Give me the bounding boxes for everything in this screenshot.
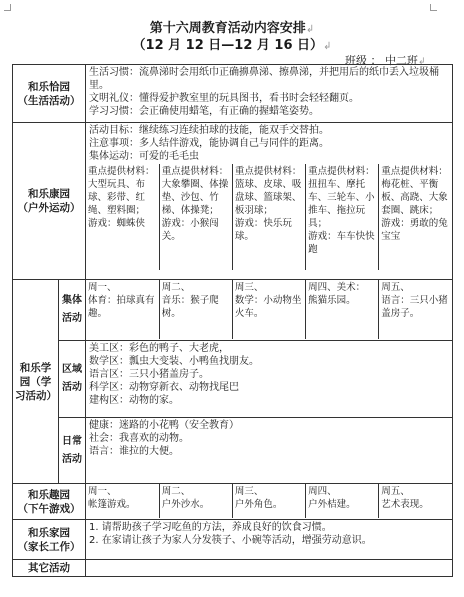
class-label: 班级 ： 中二班↲ — [345, 54, 426, 67]
area-content — [86, 341, 453, 418]
afternoon-day: 周一、 帐篷游戏。 — [86, 484, 159, 518]
collective-day: 周一、 体育：拍球真有趣。 — [86, 280, 159, 339]
hekang-line: 注意事项：多人结伴游戏，能协调自己与同伴的距离。 — [89, 138, 329, 149]
hejia-line: 2. 在家请让孩子为家人分发筷子、小碗等活动，增强劳动意识。 — [89, 535, 372, 546]
section-hejia-content — [86, 520, 453, 560]
row-hexue-area — [13, 341, 453, 418]
page-title: 第十六周教育活动内容安排↲ — [149, 21, 315, 36]
collective-grid — [86, 280, 452, 339]
section-heqv-content — [86, 484, 453, 520]
area-line: 数学区：瓢虫大变装、小鸭鱼找朋友。 — [89, 356, 259, 367]
section-heqv-label: 和乐趣园 （下午游戏） — [13, 484, 86, 520]
collective-day: 周四、美术： 熊猫乐园。 — [306, 280, 379, 339]
heqia-line: 学习习惯：会正确使用蜡笔，有正确的握蜡笔姿势。 — [89, 106, 319, 117]
section-other-label: 其它活动 — [13, 560, 86, 577]
row-heqv — [13, 484, 453, 520]
heqia-line: 生活习惯：流鼻涕时会用纸巾正确擤鼻涕、擦鼻涕，并把用后的纸巾丢入垃圾桶里。 — [89, 67, 439, 91]
margin-corner-mark — [4, 4, 11, 11]
area-line: 科学区：动物穿新衣、动物找尾巴 — [89, 382, 239, 393]
afternoon-day: 周五、 艺术表现。 — [379, 484, 452, 518]
collective-day: 周三、 数学：小动物坐火车。 — [232, 280, 305, 339]
hekang-line: 活动目标：继续练习连续拍球的技能，能双手交替拍。 — [89, 125, 329, 136]
section-other-content — [86, 560, 453, 577]
afternoon-day: 周三、 户外角色。 — [232, 484, 305, 518]
collective-day: 周二、 音乐：猴子爬树。 — [159, 280, 232, 339]
daily-label: 日常活动 — [59, 418, 86, 484]
area-line: 建构区：动物的家。 — [89, 395, 179, 406]
row-hekang — [13, 123, 453, 280]
area-line: 语言区：三只小猪盖房子。 — [89, 369, 209, 380]
collective-content — [86, 280, 453, 341]
daily-line: 社会：我喜欢的动物。 — [89, 433, 189, 444]
row-hejia — [13, 520, 453, 560]
row-heqia — [13, 65, 453, 123]
collective-label: 集体活动 — [59, 280, 86, 341]
daily-content — [86, 418, 453, 484]
area-label: 区域活动 — [59, 341, 86, 418]
materials-cell: 重点提供材料：大型玩具、布球、彩带、红绳、塑料圈； 游戏：蜘蛛侠 — [86, 164, 159, 270]
materials-cell: 重点提供材料：篮球、皮球、吸盘球、篮球架、板羽球； 游戏：快乐玩球。 — [232, 164, 305, 270]
hejia-line: 1. 请帮助孩子学习吃鱼的方法，养成良好的饮食习惯。 — [89, 522, 332, 533]
heqia-line: 文明礼仪：懂得爱护教室里的玩具图书，看书时会轻轻翻页。 — [89, 93, 359, 104]
materials-cell: 重点提供材料：大象攀圈、体操垫、沙包、竹梯、体操凳； 游戏：小猴闯关。 — [159, 164, 232, 270]
afternoon-day: 周二、 户外沙水。 — [159, 484, 232, 518]
afternoon-day: 周四、 户外桔建。 — [306, 484, 379, 518]
margin-corner-mark — [430, 4, 437, 11]
row-other — [13, 560, 453, 577]
section-hekang-label: 和乐康园 （户外运动） — [13, 123, 86, 280]
row-hexue-daily — [13, 418, 453, 484]
daily-line: 语言：谁拉的大便。 — [89, 446, 179, 457]
afternoon-grid — [86, 484, 452, 518]
materials-cell: 重点提供材料：梅花桩、平衡板、高跷、大象套圈、跳床； 游戏：勇敢的兔宝宝 — [379, 164, 452, 270]
area-line: 美工区：彩色的鸭子、大老虎， — [89, 343, 229, 354]
section-hejia-label: 和乐家园 （家长工作） — [13, 520, 86, 560]
section-heqia-label: 和乐恰园 （生活活动） — [13, 65, 86, 123]
page-subtitle: （12 月 12 日—12 月 16 日）↲ — [132, 38, 332, 53]
daily-line: 健康：迷路的小花鸭（安全教育） — [89, 420, 239, 431]
schedule-table — [12, 64, 453, 577]
collective-day: 周五、 语言：三只小猪盖房子。 — [379, 280, 452, 339]
section-hekang-content — [86, 123, 453, 280]
row-hexue-collective — [13, 280, 453, 341]
materials-grid — [86, 164, 452, 270]
section-heqia-content — [86, 65, 453, 123]
section-hexue-label: 和乐学园（学习活动） — [13, 280, 59, 484]
materials-cell: 重点提供材料：扭扭车、摩托车、三轮车、小推车、拖拉玩具； 游戏：车车快快跑 — [306, 164, 379, 270]
hekang-line: 集体运动：可爱的毛毛虫 — [89, 151, 199, 162]
